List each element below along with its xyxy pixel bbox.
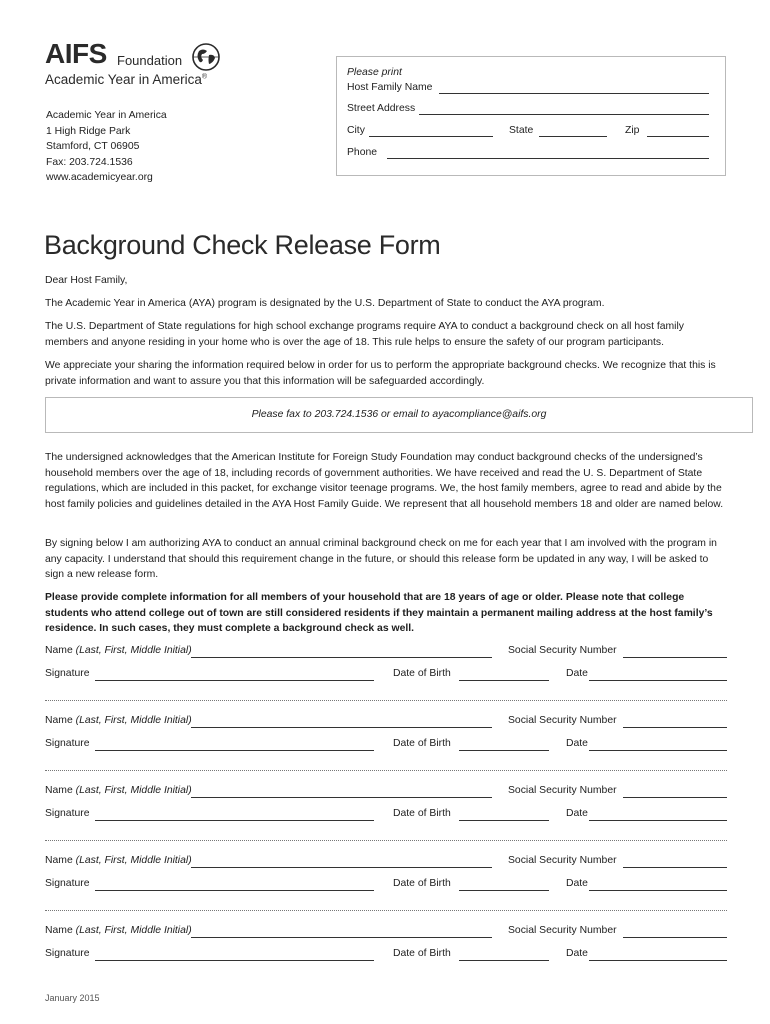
- intro-paragraph: The Academic Year in America (AYA) program is designated by the U.S. Department of State to conduct the AYA program.: [45, 298, 605, 309]
- state-field[interactable]: [539, 136, 607, 137]
- dob-field[interactable]: [459, 820, 549, 821]
- ssn-label: Social Security Number: [508, 715, 617, 726]
- acknowledgement-paragraph: The undersigned acknowledges that the American Institute for Foreign Study Foundation may conduct background checks of the undersigned’s household members over the age of 18, including records of government authorities. We have received and read the U. S. Department of State regulations, which are included in this packet, for exchange visitor teenage programs. We, the host family members, agree to read and abide by the host family policies and guidelines detailed in the AYA Host Family Guide. We represent that all household members 18 and older are named below.: [45, 452, 724, 510]
- member-5-name-row: [45, 925, 727, 943]
- page-title: Background Check Release Form: [44, 230, 441, 260]
- signature-label: Signature: [45, 948, 90, 959]
- dob-field[interactable]: [459, 960, 549, 961]
- organization-address: [46, 108, 167, 186]
- dob-label: Date of Birth: [393, 878, 451, 889]
- host-family-info-box: [336, 56, 726, 176]
- date-label: Date: [566, 808, 588, 819]
- ssn-label: Social Security Number: [508, 855, 617, 866]
- city-field[interactable]: [369, 136, 493, 137]
- street-address-label: Street Address: [347, 103, 416, 114]
- name-label: Name (Last, First, Middle Initial): [45, 785, 192, 796]
- name-label: Name (Last, First, Middle Initial): [45, 715, 192, 726]
- privacy-paragraph: We appreciate your sharing the information required below in order for us to perform the appropriate background checks. We recognize that this is private information and want to assure you that this information will be safeguarded accordingly.: [45, 360, 716, 387]
- ssn-field[interactable]: [623, 657, 727, 658]
- ssn-label: Social Security Number: [508, 785, 617, 796]
- phone-field[interactable]: [387, 158, 709, 159]
- dob-field[interactable]: [459, 890, 549, 891]
- date-field[interactable]: [589, 680, 727, 681]
- member-name-field[interactable]: [191, 657, 492, 658]
- regulations-paragraph: The U.S. Department of State regulations for high school exchange programs require AYA to conduct a background check on all host family members and anyone residing in your home who is over the age of 18. This rule helps to ensure the safety of our program participants.: [45, 321, 684, 348]
- logo-program: Academic Year in America®: [45, 72, 208, 87]
- ssn-label: Social Security Number: [508, 925, 617, 936]
- fax-instruction-box: [45, 397, 753, 433]
- dotted-divider: [45, 840, 727, 841]
- member-4-signature-row: [45, 878, 727, 896]
- dob-label: Date of Birth: [393, 948, 451, 959]
- signature-label: Signature: [45, 738, 90, 749]
- ssn-label: Social Security Number: [508, 645, 617, 656]
- member-name-field[interactable]: [191, 867, 492, 868]
- date-label: Date: [566, 668, 588, 679]
- please-print-note: Please print: [347, 67, 402, 78]
- dotted-divider: [45, 770, 727, 771]
- logo-brand: AIFS: [45, 38, 107, 69]
- signature-label: Signature: [45, 668, 90, 679]
- street-address-field[interactable]: [419, 114, 709, 115]
- name-label: Name (Last, First, Middle Initial): [45, 925, 192, 936]
- salutation: Dear Host Family,: [45, 275, 128, 286]
- date-label: Date: [566, 948, 588, 959]
- signature-field[interactable]: [95, 680, 374, 681]
- signature-label: Signature: [45, 878, 90, 889]
- aifs-logo: [45, 40, 225, 90]
- address-line: 1 High Ridge Park: [46, 125, 131, 137]
- date-field[interactable]: [589, 820, 727, 821]
- address-line: Academic Year in America: [46, 110, 167, 121]
- signature-field[interactable]: [95, 960, 374, 961]
- member-3-signature-row: [45, 808, 727, 826]
- phone-label: Phone: [347, 147, 378, 158]
- member-name-field[interactable]: [191, 727, 492, 728]
- globe-icon: [191, 42, 221, 72]
- signature-field[interactable]: [95, 750, 374, 751]
- dob-field[interactable]: [459, 680, 549, 681]
- dob-field[interactable]: [459, 750, 549, 751]
- member-1-name-row: [45, 645, 727, 663]
- member-3-name-row: [45, 785, 727, 803]
- ssn-field[interactable]: [623, 727, 727, 728]
- host-family-name-label: Host Family Name: [347, 82, 433, 93]
- dob-label: Date of Birth: [393, 738, 451, 749]
- zip-field[interactable]: [647, 136, 709, 137]
- date-field[interactable]: [589, 890, 727, 891]
- ssn-field[interactable]: [623, 937, 727, 938]
- logo-foundation: Foundation: [117, 53, 183, 68]
- member-name-field[interactable]: [191, 797, 492, 798]
- signature-field[interactable]: [95, 820, 374, 821]
- date-field[interactable]: [589, 750, 727, 751]
- zip-label: Zip: [625, 125, 640, 136]
- member-1-signature-row: [45, 668, 727, 686]
- ssn-field[interactable]: [623, 867, 727, 868]
- member-5-signature-row: [45, 948, 727, 966]
- name-label: Name (Last, First, Middle Initial): [45, 855, 192, 866]
- address-line: Stamford, CT 06905: [46, 141, 140, 153]
- dob-label: Date of Birth: [393, 668, 451, 679]
- ssn-field[interactable]: [623, 797, 727, 798]
- signature-label: Signature: [45, 808, 90, 819]
- fax-instruction: Please fax to 203.724.1536 or email to ayacompliance@aifs.org: [251, 409, 547, 420]
- state-label: State: [509, 125, 534, 136]
- footer-date: January 2015: [45, 993, 100, 1003]
- member-name-field[interactable]: [191, 937, 492, 938]
- website-link[interactable]: www.academicyear.org: [46, 172, 153, 184]
- member-4-name-row: [45, 855, 727, 873]
- dotted-divider: [45, 910, 727, 911]
- member-2-name-row: [45, 715, 727, 733]
- household-instructions: Please provide complete information for all members of your household that are 18 years of age or older. Please note that college students who attend college out of town are still considered residents if they maintain a permanent mailing address at the host family’s residence. In such cases, they must complete a background check as well.: [45, 592, 713, 634]
- signature-field[interactable]: [95, 890, 374, 891]
- date-field[interactable]: [589, 960, 727, 961]
- dob-label: Date of Birth: [393, 808, 451, 819]
- city-label: City: [347, 125, 365, 136]
- fax-number: Fax: 203.724.1536: [46, 156, 133, 168]
- host-family-name-field[interactable]: [439, 93, 709, 94]
- authorization-paragraph: By signing below I am authorizing AYA to conduct an annual criminal background check on me for each year that I am involved with the program in any capacity. I understand that should this requirement change in the future, or should this release form be updated in any way, I will be asked to sign a new release form.: [45, 538, 717, 580]
- name-label: Name (Last, First, Middle Initial): [45, 645, 192, 656]
- date-label: Date: [566, 878, 588, 889]
- member-2-signature-row: [45, 738, 727, 756]
- date-label: Date: [566, 738, 588, 749]
- dotted-divider: [45, 700, 727, 701]
